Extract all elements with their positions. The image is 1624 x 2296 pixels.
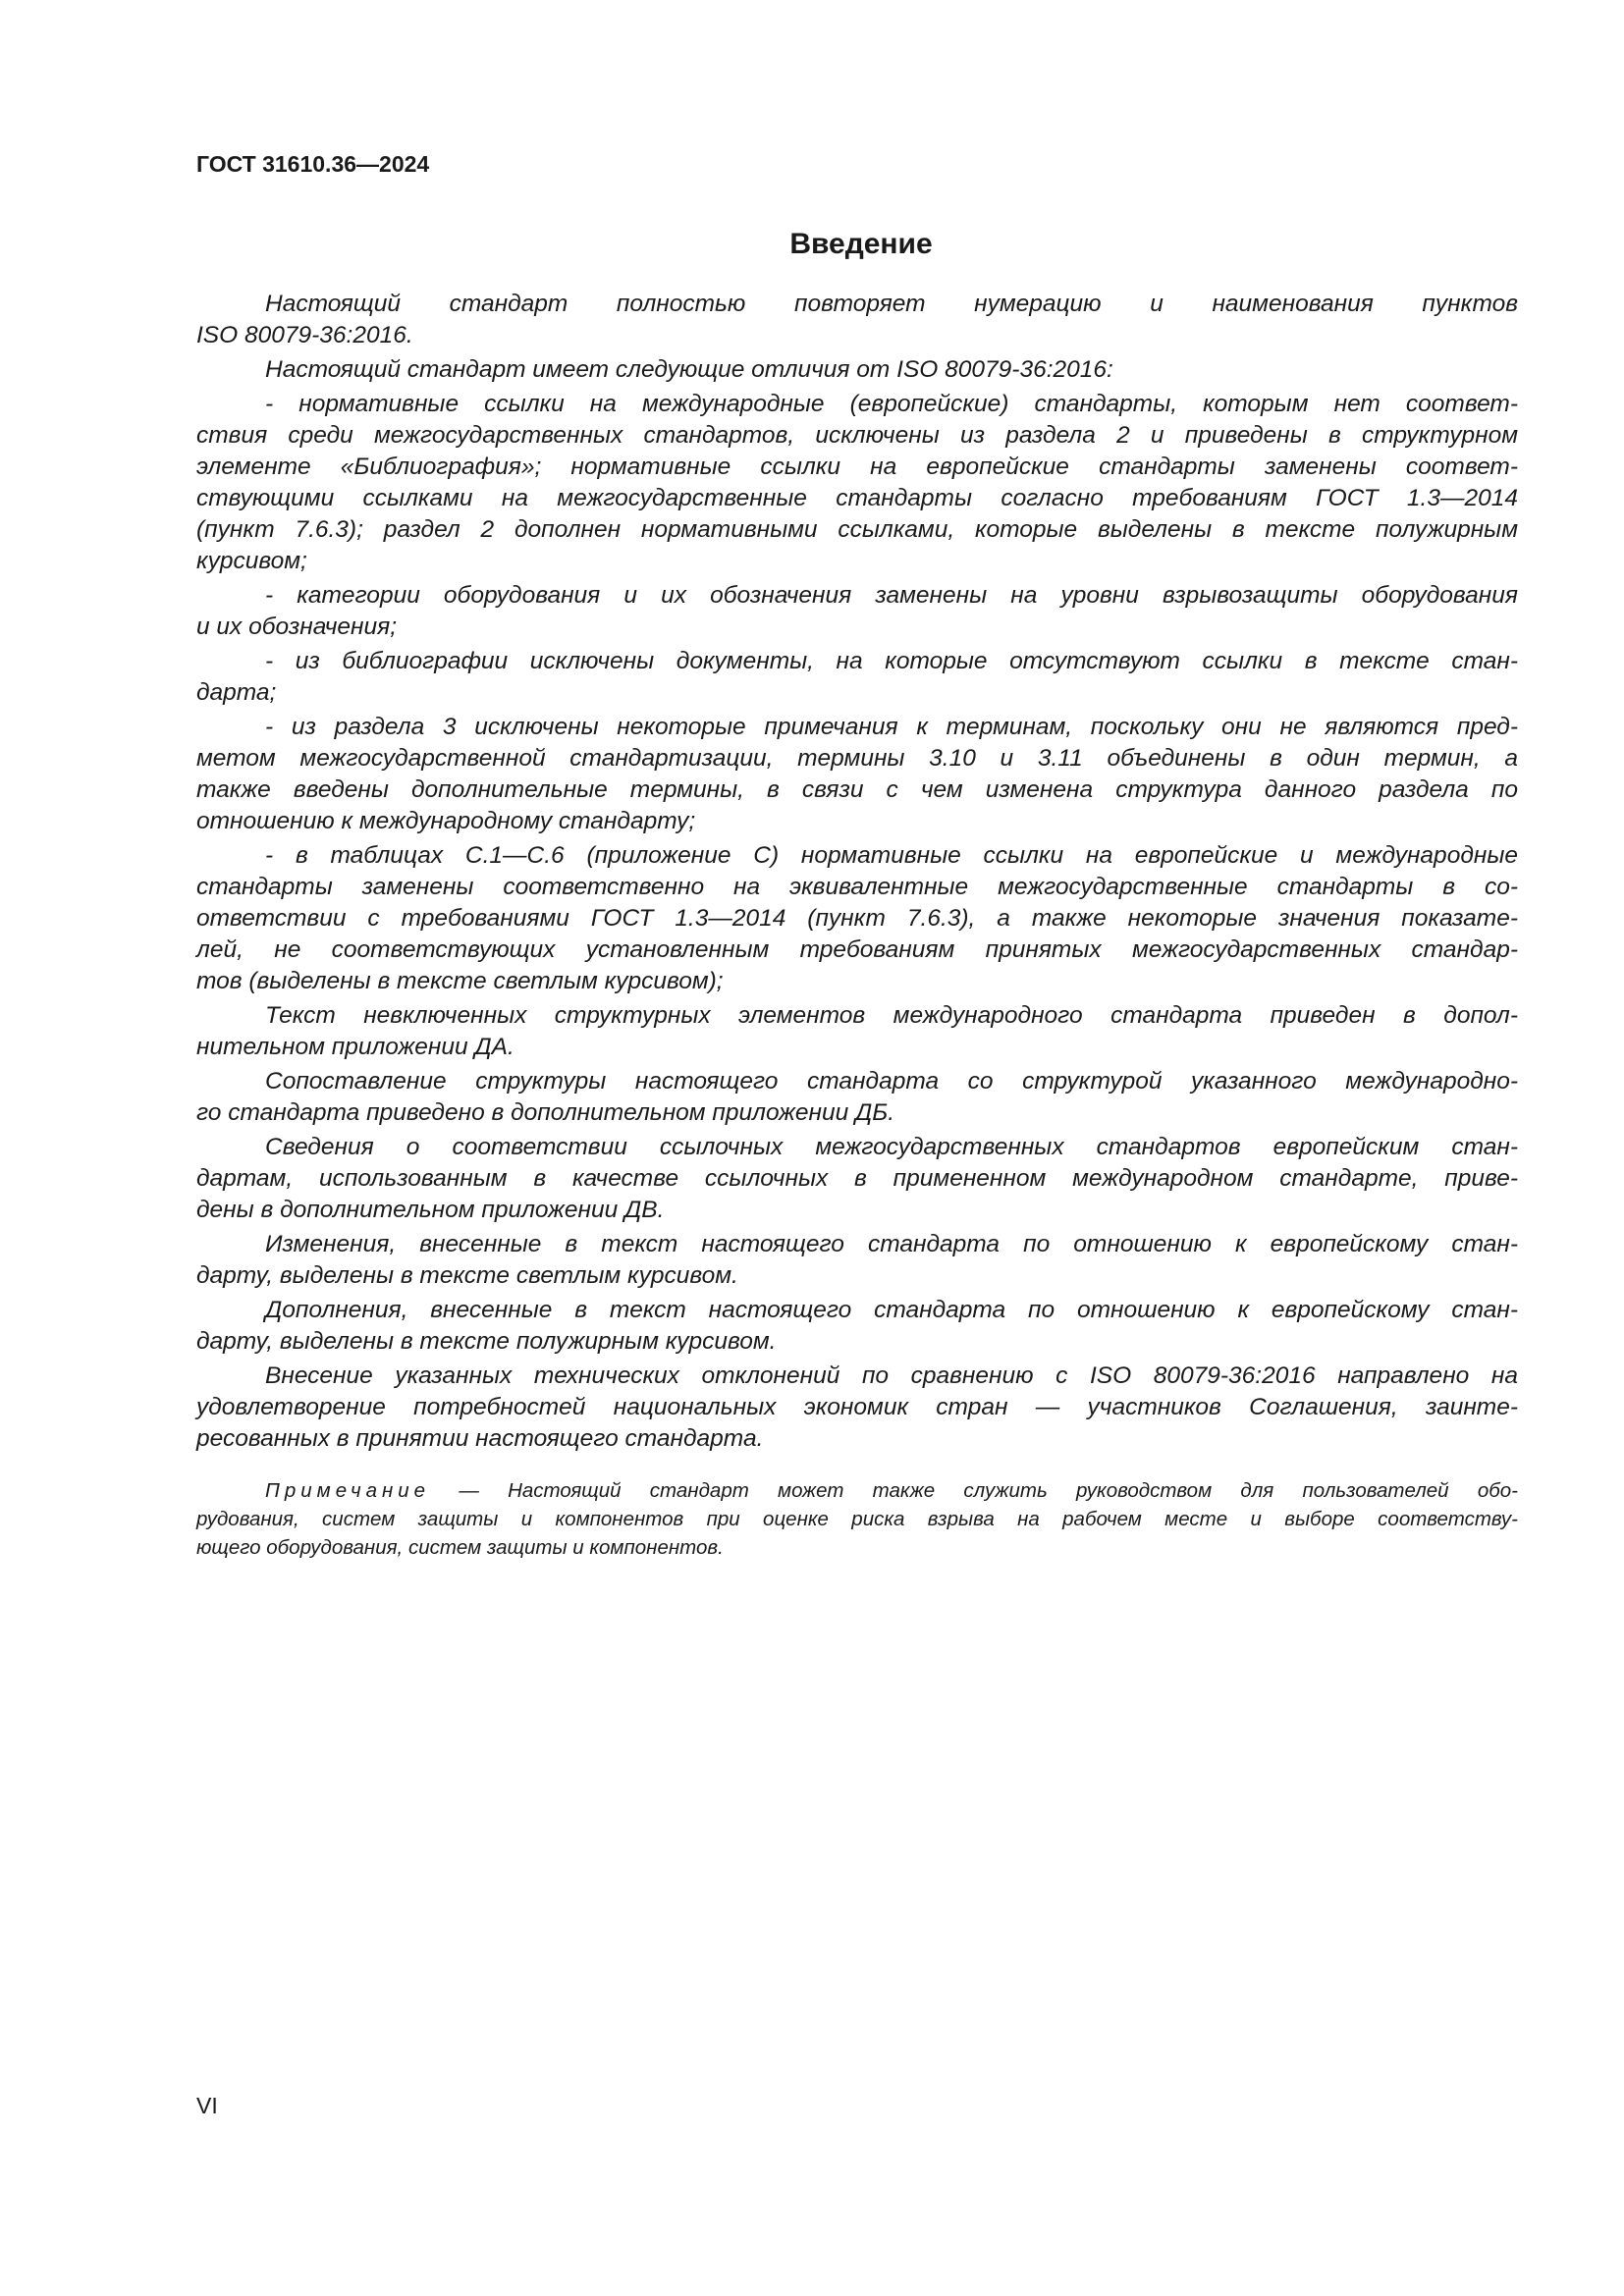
paragraph-line: ствия среди межгосударственных стандартов, исключены из раздела 2 и приведены в структурном xyxy=(196,422,1518,449)
paragraph-line: курсивом; xyxy=(196,548,307,574)
paragraph-line: Настоящий стандарт имеет следующие отличия от ISO 80079-36:2016: xyxy=(265,356,1113,383)
paragraph-line: и их обозначения; xyxy=(196,614,398,640)
note xyxy=(196,1476,1518,1562)
paragraph xyxy=(196,389,1518,577)
paragraph xyxy=(196,1132,1518,1226)
note-line xyxy=(196,1476,1518,1505)
paragraph-line: - категории оборудования и их обозначения заменены на уровни взрывозащиты оборудования xyxy=(265,582,1518,609)
note-line: ющего оборудования, систем защиты и компонентов. xyxy=(196,1536,724,1559)
paragraph-line: ресованных в принятии настоящего стандарта. xyxy=(196,1425,764,1452)
paragraph-line: Текст невключенных структурных элементов международного стандарта приведен в допол- xyxy=(265,1002,1518,1029)
paragraph xyxy=(196,840,1518,997)
paragraph-line: - в таблицах С.1—С.6 (приложение С) нормативные ссылки на европейские и международные xyxy=(265,842,1518,869)
paragraph-line: метом межгосударственной стандартизации, термины 3.10 и 3.11 объединены в один термин, а xyxy=(196,745,1518,772)
note-text: — Настоящий стандарт может также служить руководством для пользователей обо- xyxy=(430,1479,1518,1502)
page-number: VI xyxy=(196,2093,218,2118)
paragraph-line: лей, не соответствующих установленным требованиям принятых межгосударственных стандар- xyxy=(196,936,1518,963)
paragraph-line: ISO 80079-36:2016. xyxy=(196,322,413,348)
section-title: Введение xyxy=(789,228,933,260)
paragraph-line: ответствии с требованиями ГОСТ 1.3—2014 (пункт 7.6.3), а также некоторые значения показате- xyxy=(196,905,1518,932)
note-label: Примечание xyxy=(265,1479,431,1502)
paragraph-line: Настоящий стандарт полностью повторяет нумерацию и наименования пунктов xyxy=(265,291,1518,317)
paragraph-line: - нормативные ссылки на международные (европейские) стандарты, которым нет соответ- xyxy=(265,391,1518,417)
paragraph-line: Внесение указанных технических отклонений по сравнению с ISO 80079-36:2016 направлено на xyxy=(265,1362,1518,1389)
paragraph-line: стандарты заменены соответственно на эквивалентные межгосударственные стандарты в со- xyxy=(196,874,1518,900)
paragraph xyxy=(196,289,1518,351)
paragraph xyxy=(196,354,1518,386)
paragraph-line: также введены дополнительные термины, в связи с чем изменена структура данного раздела по xyxy=(196,776,1518,803)
paragraph xyxy=(196,1361,1518,1455)
paragraph-line: Дополнения, внесенные в текст настоящего стандарта по отношению к европейскому стан- xyxy=(265,1297,1518,1323)
introduction-body xyxy=(196,289,1518,1458)
paragraph-line: отношению к международному стандарту; xyxy=(196,808,696,834)
document-header: ГОСТ 31610.36—2024 xyxy=(196,151,430,177)
paragraph-line: тов (выделены в тексте светлым курсивом); xyxy=(196,968,724,994)
paragraph-line: дарту, выделены в тексте светлым курсивом. xyxy=(196,1262,738,1289)
paragraph-line: - из раздела 3 исключены некоторые примечания к терминам, поскольку они не являются пред- xyxy=(265,714,1518,740)
paragraph-line: ствующими ссылками на межгосударственные стандарты согласно требованиям ГОСТ 1.3—2014 xyxy=(196,485,1518,511)
paragraph-line: го стандарта приведено в дополнительном приложении ДБ. xyxy=(196,1099,895,1126)
paragraph xyxy=(196,1229,1518,1292)
paragraph xyxy=(196,1000,1518,1063)
paragraph-line: нительном приложении ДА. xyxy=(196,1034,514,1060)
paragraph-line: элементе «Библиография»; нормативные ссылки на европейские стандарты заменены соответ- xyxy=(196,454,1518,480)
paragraph-line: дарту, выделены в тексте полужирным курсивом. xyxy=(196,1328,777,1355)
paragraph-line: дарта; xyxy=(196,679,277,706)
paragraph-line: Сведения о соответствии ссылочных межгосударственных стандартов европейским стан- xyxy=(265,1134,1518,1160)
paragraph xyxy=(196,1295,1518,1358)
paragraph xyxy=(196,712,1518,837)
paragraph-line: Сопоставление структуры настоящего стандарта со структурой указанного международно- xyxy=(265,1068,1518,1095)
paragraph-line: Изменения, внесенные в текст настоящего стандарта по отношению к европейскому стан- xyxy=(265,1231,1518,1257)
note-line: рудования, систем защиты и компонентов при оценке риска взрыва на рабочем месте и выборе соответству- xyxy=(196,1508,1518,1530)
paragraph xyxy=(196,580,1518,643)
paragraph-line: дены в дополнительном приложении ДВ. xyxy=(196,1197,665,1223)
paragraph xyxy=(196,646,1518,709)
paragraph xyxy=(196,1066,1518,1129)
paragraph-line: - из библиографии исключены документы, на которые отсутствуют ссылки в тексте стан- xyxy=(265,648,1518,674)
paragraph-line: удовлетворение потребностей национальных экономик стран — участников Соглашения, заинте- xyxy=(196,1394,1518,1420)
paragraph-line: дартам, использованным в качестве ссылочных в примененном международном стандарте, приве- xyxy=(196,1165,1518,1192)
paragraph-line: (пункт 7.6.3); раздел 2 дополнен нормативными ссылками, которые выделены в тексте полужирным xyxy=(196,516,1518,543)
